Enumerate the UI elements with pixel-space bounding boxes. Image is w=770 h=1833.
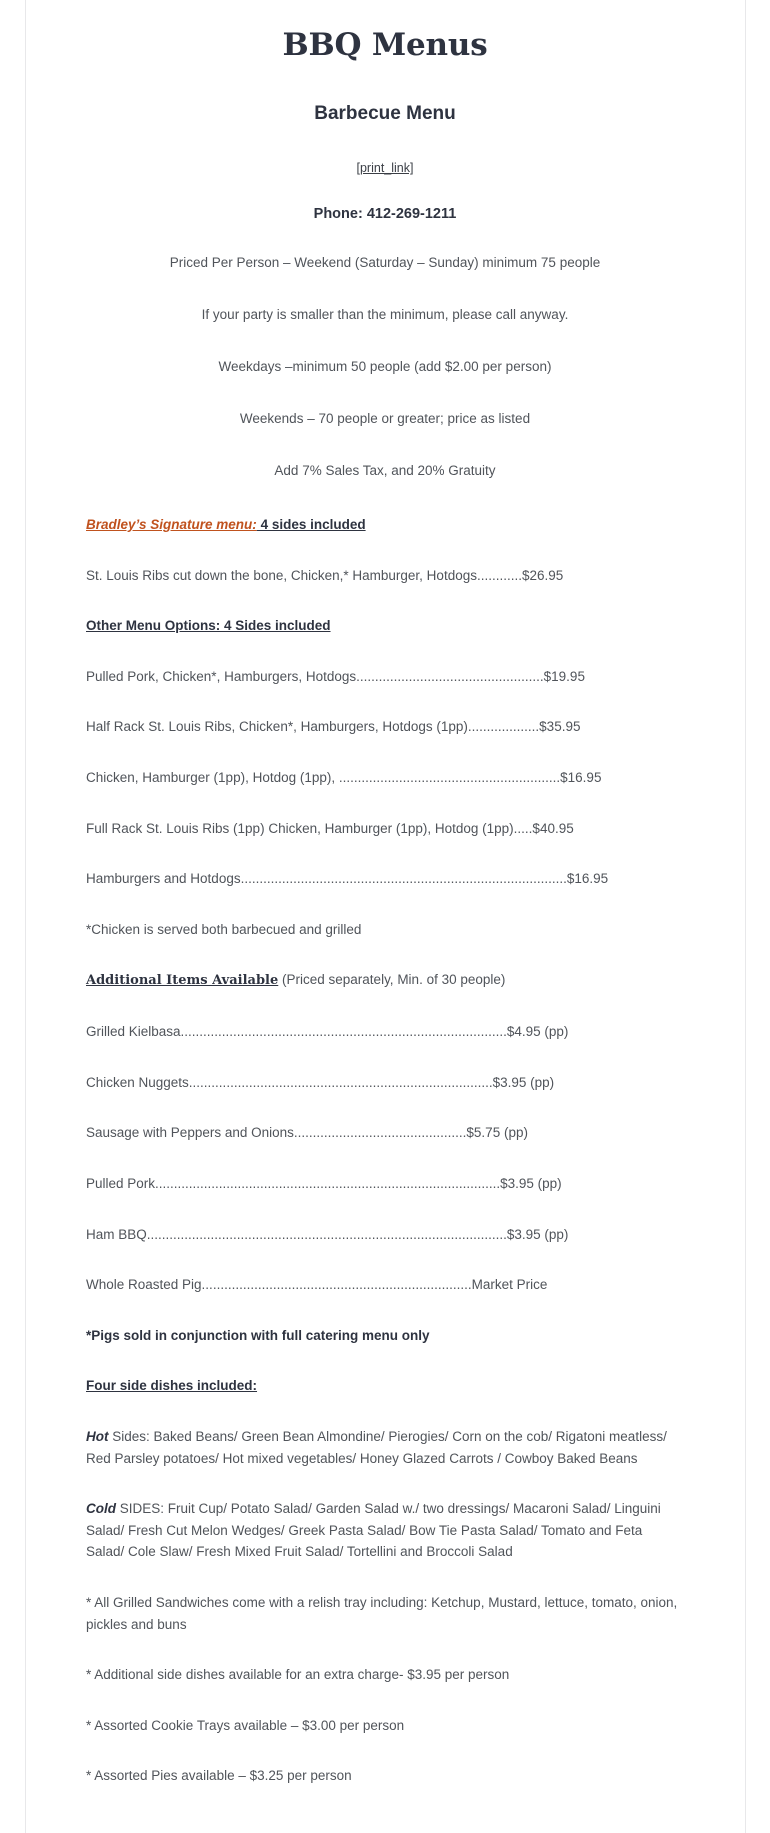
footnote-row: * Assorted Pies available – $3.25 per person <box>86 1768 352 1784</box>
intro-note: If your party is smaller than the minimum, please call anyway. <box>201 307 569 323</box>
pig-note <box>86 1325 684 1347</box>
print-link-row <box>86 161 684 175</box>
other-options-label: Other Menu Options: 4 Sides included <box>86 618 331 634</box>
signature-menu-label: Bradley’s Signature menu: <box>86 517 257 533</box>
sides-heading-label: Four side dishes included: <box>86 1378 258 1394</box>
menu-subtitle: Barbecue Menu <box>314 102 456 124</box>
intro-note: Priced Per Person – Weekend (Saturday – Sunday) minimum 75 people <box>169 255 601 271</box>
footnote-row: * All Grilled Sandwiches come with a relish tray including: Ketchup, Mustard, lettuce, tomato, onion, pickles and buns <box>86 1594 678 1632</box>
menu-item-row: Ham BBQ................................................................................................$3.95 (pp) <box>86 1226 569 1242</box>
additional-items-label: Additional Items Available <box>86 973 279 989</box>
chicken-footnote: *Chicken is served both barbecued and grilled <box>86 921 362 937</box>
hot-sides-text: Sides: Baked Beans/ Green Bean Almondine/ Pierogies/ Corn on the cob/ Rigatoni meatless/ Red Parsley potatoes/ Hot mixed vegetables/ Honey Glazed Carrots / Cowboy Baked Beans <box>86 1428 667 1466</box>
cold-sides-label: Cold <box>86 1501 116 1517</box>
menu-item-row: Whole Roasted Pig........................................................................Market Price <box>86 1277 548 1293</box>
additional-items-heading <box>86 969 684 992</box>
page-title: BBQ Menus <box>282 27 488 63</box>
footnote-row: * Assorted Cookie Trays available – $3.00 per person <box>86 1717 405 1733</box>
menu-item-row: Half Rack St. Louis Ribs, Chicken*, Hamburgers, Hotdogs (1pp)...................$35.95 <box>86 719 581 735</box>
left-page-rule <box>25 0 26 1833</box>
menu-item-row: Sausage with Peppers and Onions..............................................$5.75 (pp) <box>86 1125 528 1141</box>
intro-note: Weekdays –minimum 50 people (add $2.00 per person) <box>218 359 552 375</box>
signature-menu-sides: 4 sides included <box>256 517 366 533</box>
right-page-rule <box>745 0 746 1833</box>
cold-sides-paragraph <box>86 1498 684 1563</box>
menu-item-row: Pulled Pork............................................................................................$3.95 (pp) <box>86 1175 562 1191</box>
menu-item-row: Pulled Pork, Chicken*, Hamburgers, Hotdogs..................................................$19.95 <box>86 668 585 684</box>
print-link[interactable]: [print_link] <box>356 161 414 176</box>
menu-item-row: Full Rack St. Louis Ribs (1pp) Chicken, Hamburger (1pp), Hotdog (1pp).....$40.95 <box>86 820 574 836</box>
signature-menu-heading <box>86 514 684 536</box>
menu-item-row: Hamburgers and Hotdogs.......................................................................................$16.95 <box>86 871 609 887</box>
pig-note-text: *Pigs sold in conjunction with full catering menu only <box>86 1327 430 1343</box>
menu-item-row: St. Louis Ribs cut down the bone, Chicken,* Hamburger, Hotdogs............$26.95 <box>86 567 564 583</box>
intro-note: Add 7% Sales Tax, and 20% Gratuity <box>274 463 496 479</box>
menu-body <box>86 514 684 1787</box>
phone-number: Phone: 412-269-1211 <box>313 206 457 223</box>
cold-sides-text: SIDES: Fruit Cup/ Potato Salad/ Garden Salad w./ two dressings/ Macaroni Salad/ Linguini Salad/ Fresh Cut Melon Wedges/ Greek Pasta Salad/ Bow Tie Pasta Salad/ Tomato and Feta Salad/ Cole Slaw/ Fresh Mixed Fruit Salad/ Tortellini and Broccoli Salad <box>86 1501 661 1560</box>
menu-item-row: Chicken Nuggets.................................................................................$3.95 (pp) <box>86 1074 555 1090</box>
hot-sides-paragraph <box>86 1426 684 1469</box>
other-options-heading <box>86 615 684 637</box>
page-content <box>86 0 684 1787</box>
menu-item-row: Grilled Kielbasa.......................................................................................$4.95 (pp) <box>86 1024 569 1040</box>
hot-sides-label: Hot <box>86 1428 109 1444</box>
additional-items-note: (Priced separately, Min. of 30 people) <box>278 972 506 988</box>
sides-heading <box>86 1375 684 1397</box>
menu-item-row: Chicken, Hamburger (1pp), Hotdog (1pp), ...........................................................$16.95 <box>86 770 602 786</box>
footnote-row: * Additional side dishes available for an extra charge- $3.95 per person <box>86 1667 510 1683</box>
intro-note: Weekends – 70 people or greater; price as listed <box>239 411 531 427</box>
